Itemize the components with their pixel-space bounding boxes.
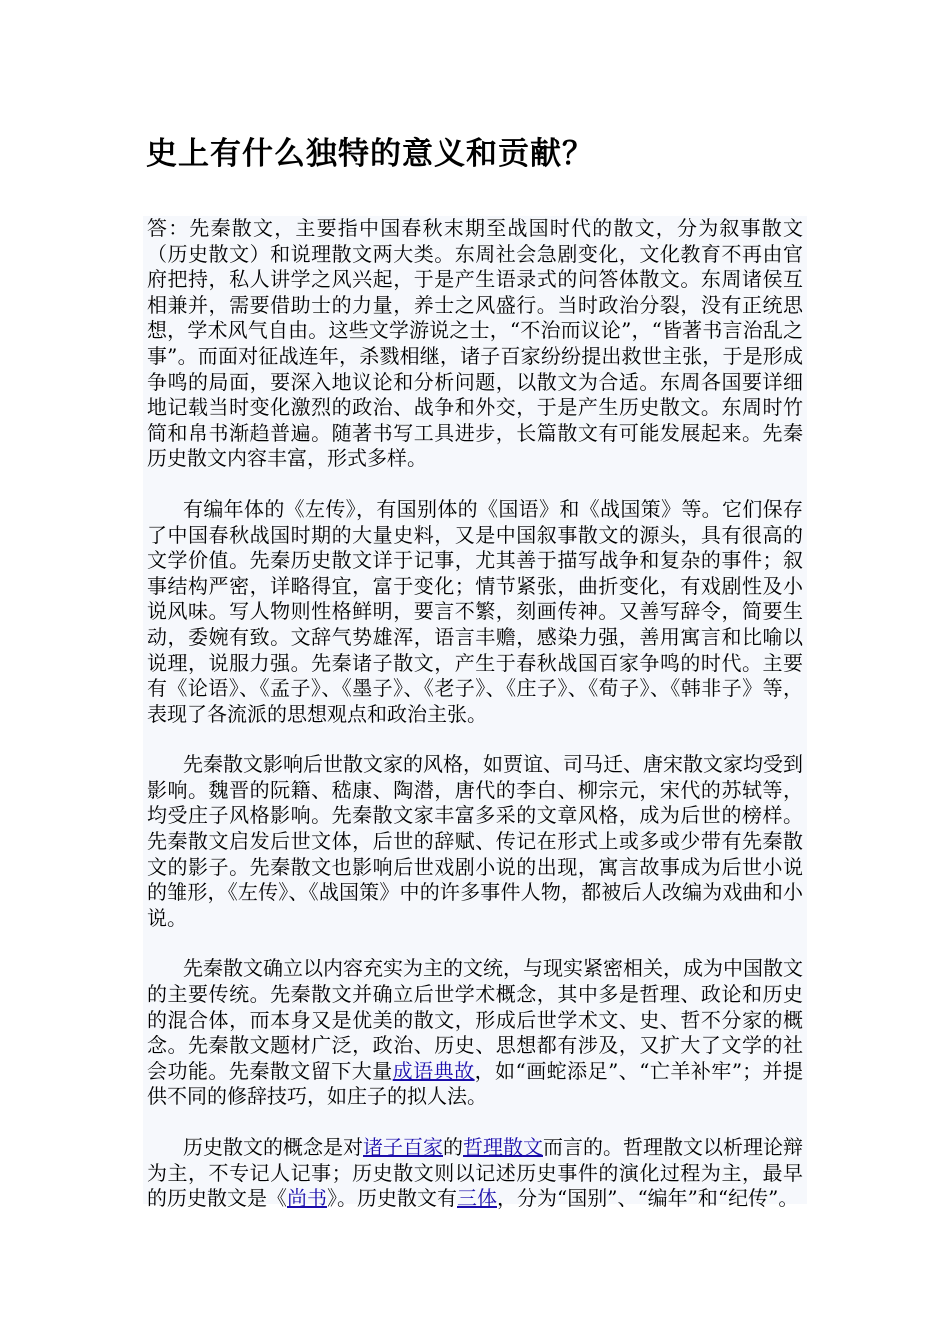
paragraph-4 [143, 956, 807, 1110]
paragraph-5 [143, 1135, 807, 1212]
paragraph-5-text-4: 》。历史散文有 [327, 1186, 457, 1211]
link-idioms[interactable]: 成语典故 [392, 1058, 475, 1083]
paragraph-5-text-3: 而言的。哲理散文以析理论辩为主，不专记人记事；历史散文则以记述历史事件的演化过程为主，最早的历史散文是《 [147, 1135, 803, 1211]
link-three-styles[interactable]: 三体 [457, 1186, 497, 1211]
link-shangshu[interactable]: 尚书 [287, 1186, 327, 1211]
document-title: 史上有什么独特的意义和贡献？ [146, 136, 594, 172]
paragraph-3: 先秦散文影响后世散文家的风格，如贾谊、司马迁、唐宋散文家均受到影响。魏晋的阮籍、嵇康、陶潜，唐代的李白、柳宗元，宋代的苏轼等，均受庄子风格影响。先秦散文家丰富多采的文章风格，成为后世的榜样。先秦散文启发后世文体，后世的辞赋、传记在形式上或多或少带有先秦散文的影子。先秦散文也影响后世戏剧小说的出现，寓言故事成为后世小说的雏形，《左传》、《战国策》中的许多事件人物，都被后人改编为戏曲和小说。 [147, 752, 803, 930]
paragraph-1: 答：先秦散文，主要指中国春秋末期至战国时代的散文，分为叙事散文（历史散文）和说理散文两大类。东周社会急剧变化，文化教育不再由官府把持，私人讲学之风兴起，于是产生语录式的问答体散文。东周诸侯互相兼并，需要借助士的力量，养士之风盛行。当时政治分裂，没有正统思想，学术风气自由。这些文学游说之士，“不治而议论”，“皆著书言治乱之事”。而面对征战连年，杀戮相继，诸子百家纷纷提出救世主张，于是形成争鸣的局面，要深入地议论和分析问题，以散文为合适。东周各国要详细地记载当时变化激烈的政治、战争和外交，于是产生历史散文。东周时竹简和帛书渐趋普遍。随著书写工具进步，长篇散文有可能发展起来。先秦历史散文内容丰富，形式多样。 [147, 216, 803, 471]
article-body [143, 216, 807, 1211]
link-philosophical-prose[interactable]: 哲理散文 [463, 1135, 543, 1159]
paragraph-2: 有编年体的《左传》，有国别体的《国语》和《战国策》等。它们保存了中国春秋战国时期的大量史料，又是中国叙事散文的源头，具有很高的文学价值。先秦历史散文详于记事，尤其善于描写战争和复杂的事件；叙事结构严密，详略得宜，富于变化；情节紧张，曲折变化，有戏剧性及小说风味。写人物则性格鲜明，要言不繁，刻画传神。又善写辞令，简要生动，委婉有致。文辞气势雄浑，语言丰赡，感染力强，善用寓言和比喻以说理，说服力强。先秦诸子散文，产生于春秋战国百家争鸣的时代。主要有《论语》、《孟子》、《墨子》、《老子》、《庄子》、《荀子》、《韩非子》等，表现了各流派的思想观点和政治主张。 [147, 496, 803, 726]
paragraph-5-text-1: 历史散文的概念是对 [183, 1135, 363, 1159]
paragraph-5-text-5: ，分为“国别”、“编年”和“纪传”。 [497, 1186, 799, 1211]
paragraph-5-text-2: 的 [443, 1135, 463, 1159]
paragraph-4-text-1: 先秦散文确立以内容充实为主的文统，与现实紧密相关，成为中国散文的主要传统。先秦散文并确立后世学术概念，其中多是哲理、政论和历史的混合体，而本身又是优美的散文，形成后世学术文、史、哲不分家的概念。先秦散文题材广泛，政治、历史、思想都有涉及，又扩大了文学的社会功能。先秦散文留下大量 [147, 956, 803, 1083]
link-hundred-schools[interactable]: 诸子百家 [363, 1135, 443, 1159]
paragraph-4-text-2: ，如“画蛇添足”、“亡羊补牢”；并提供不同的修辞技巧，如庄子的拟人法。 [147, 1058, 804, 1109]
